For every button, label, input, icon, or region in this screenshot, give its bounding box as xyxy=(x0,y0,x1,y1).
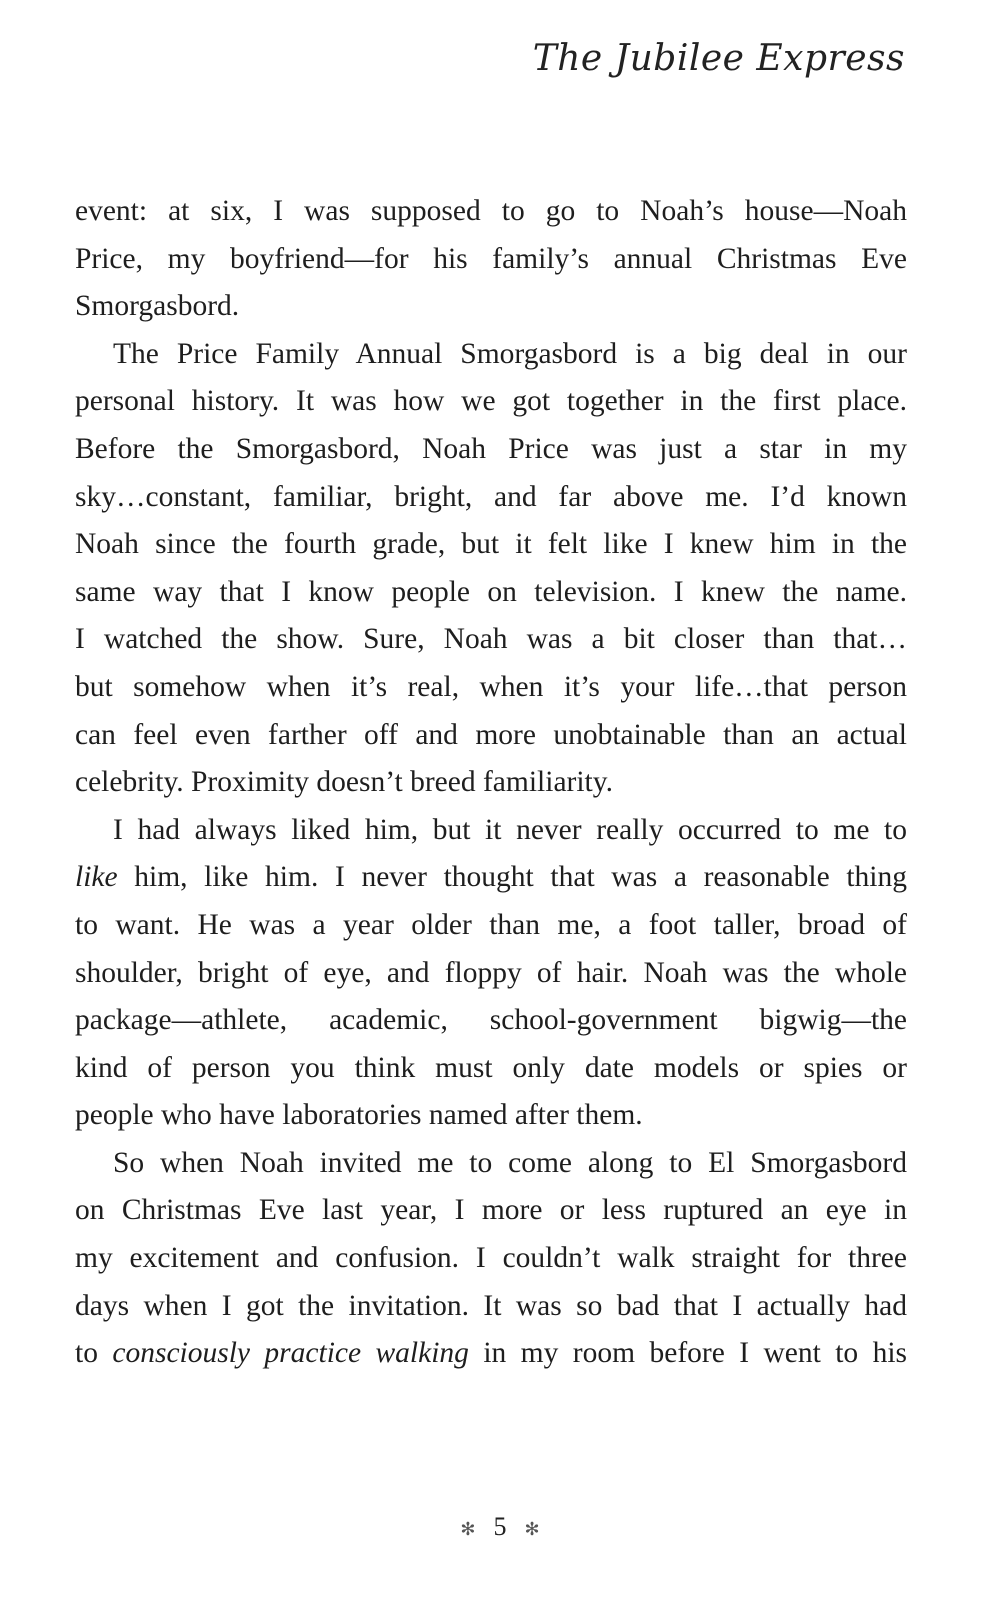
text-segment: package—athlete, academic, school-government bigwig—the xyxy=(75,1004,907,1037)
text-line xyxy=(75,331,907,379)
text-line xyxy=(75,1092,907,1140)
text-segment: event: at six, I was supposed to go to Noah’s house—Noah xyxy=(75,195,907,227)
text-line xyxy=(75,616,907,664)
page-footer xyxy=(0,1512,1000,1542)
text-segment: to xyxy=(75,1337,113,1370)
text-segment: to want. He was a year older than me, a foot taller, broad of xyxy=(75,908,907,941)
text-line xyxy=(75,759,907,807)
text-line xyxy=(75,1140,907,1188)
text-line xyxy=(75,474,907,522)
text-segment: people who have laboratories named after them. xyxy=(75,1099,643,1132)
text-segment: The Price Family Annual Smorgasbord is a big deal in our xyxy=(113,337,907,370)
text-line xyxy=(75,1187,907,1235)
text-line xyxy=(75,1330,907,1378)
text-segment: on Christmas Eve last year, I more or less ruptured an eye in xyxy=(75,1194,907,1227)
text-line xyxy=(75,1235,907,1283)
text-segment: Noah since the fourth grade, but it felt like I knew him in the xyxy=(75,528,907,561)
text-line xyxy=(75,188,907,236)
text-segment: Before the Smorgasbord, Noah Price was just a star in my xyxy=(75,432,907,465)
text-line xyxy=(75,807,907,855)
text-segment: celebrity. Proximity doesn’t breed familiarity. xyxy=(75,766,613,799)
italic-emphasis: like xyxy=(75,861,118,894)
text-segment: personal history. It was how we got together in the first place. xyxy=(75,385,907,418)
text-segment: I watched the show. Sure, Noah was a bit closer than that… xyxy=(75,623,907,656)
text-segment: I had always liked him, but it never really occurred to me to xyxy=(113,813,907,846)
text-segment: So when Noah invited me to come along to El Smorgasbord xyxy=(113,1146,907,1179)
text-segment: same way that I know people on television. I knew the name. xyxy=(75,575,907,608)
text-line xyxy=(75,521,907,569)
text-line xyxy=(75,712,907,760)
text-line xyxy=(75,283,907,331)
text-line xyxy=(75,236,907,284)
text-segment: sky…constant, familiar, bright, and far above me. I’d known xyxy=(75,480,907,513)
running-head-title: The Jubilee Express xyxy=(532,38,905,79)
body-text xyxy=(75,188,907,1378)
text-line xyxy=(75,902,907,950)
text-line xyxy=(75,854,907,902)
text-segment: him, like him. I never thought that was a reasonable thing xyxy=(117,861,907,894)
text-segment: can feel even farther off and more unobtainable than an actual xyxy=(75,718,907,751)
text-line xyxy=(75,1283,907,1331)
snowflake-ornament-icon: ✻ xyxy=(460,1518,476,1539)
text-segment: my excitement and confusion. I couldn’t walk straight for three xyxy=(75,1242,907,1275)
text-segment: but somehow when it’s real, when it’s your life…that person xyxy=(75,670,907,703)
text-line xyxy=(75,426,907,474)
text-line xyxy=(75,950,907,998)
italic-emphasis: consciously practice walking xyxy=(112,1337,469,1370)
text-segment: days when I got the invitation. It was so bad that I actually had xyxy=(75,1289,907,1322)
text-segment: in my room before I went to his xyxy=(468,1337,907,1370)
text-line xyxy=(75,997,907,1045)
text-line xyxy=(75,378,907,426)
text-line xyxy=(75,1045,907,1093)
snowflake-ornament-icon: ✻ xyxy=(524,1518,540,1539)
page-number: 5 xyxy=(493,1512,507,1541)
text-line xyxy=(75,664,907,712)
text-segment: Price, my boyfriend—for his family’s annual Christmas Eve xyxy=(75,242,907,275)
text-segment: kind of person you think must only date models or spies or xyxy=(75,1051,907,1084)
text-segment: Smorgasbord. xyxy=(75,290,240,323)
text-line xyxy=(75,569,907,617)
text-segment: shoulder, bright of eye, and floppy of hair. Noah was the whole xyxy=(75,956,907,989)
